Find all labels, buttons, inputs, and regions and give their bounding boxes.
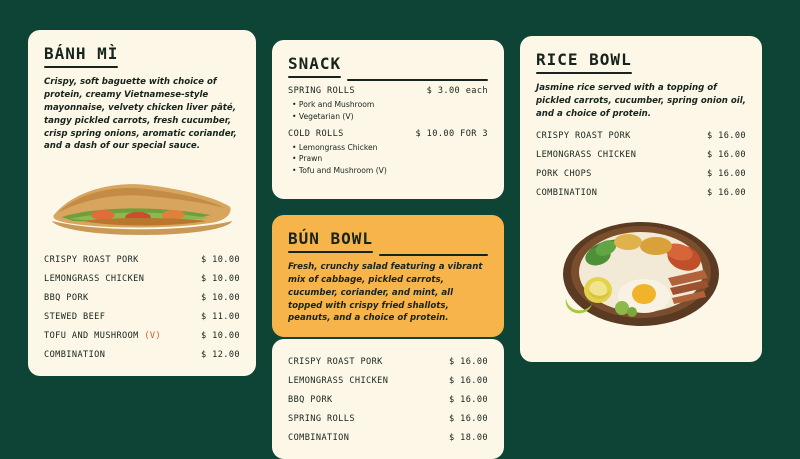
- menu-item: [44, 255, 240, 265]
- menu-item: [44, 350, 240, 360]
- menu-column-left: [28, 30, 256, 376]
- menu-item: [536, 188, 746, 198]
- bun-bowl-item-list: [288, 357, 488, 443]
- banh-mi-title-row: [44, 44, 240, 76]
- menu-item: [288, 395, 488, 405]
- title-underline: [288, 251, 373, 253]
- item-price: $ 10.00: [200, 331, 240, 342]
- menu-item: [536, 169, 746, 179]
- title-rule: [347, 79, 488, 81]
- title-rule: [379, 254, 488, 256]
- item-name: CRISPY ROAST PORK: [288, 357, 383, 368]
- menu-item: [44, 331, 240, 341]
- item-price: $ 16.00: [706, 149, 746, 160]
- item-name: SPRING ROLLS: [288, 414, 355, 425]
- item-price: $ 11.00: [200, 312, 240, 323]
- snack-title-row: [288, 54, 488, 86]
- snack-group-options: [292, 142, 488, 177]
- list-item: • Lemongrass Chicken: [292, 142, 488, 154]
- rice-bowl-photo-svg: [536, 212, 746, 332]
- rice-bowl-title-text: RICE BOWL: [536, 50, 632, 69]
- item-price: $ 16.00: [706, 187, 746, 198]
- menu-column-center: [272, 30, 504, 459]
- item-name: COMBINATION: [288, 433, 350, 444]
- section-card-banh-mi: [28, 30, 256, 376]
- bun-bowl-title-text: BÚN BOWL: [288, 228, 374, 248]
- menu-item: [288, 414, 488, 424]
- item-price: $ 10.00: [200, 274, 240, 285]
- section-card-bun-bowl-header: [272, 215, 504, 337]
- list-item: • Pork and Mushroom: [292, 99, 488, 111]
- snack-group-price: $ 10.00 FOR 3: [415, 128, 488, 139]
- snack-title: [288, 54, 341, 78]
- snack-group-name: COLD ROLLS: [288, 128, 344, 139]
- menu-item: [288, 376, 488, 386]
- list-item: • Vegetarian (V): [292, 111, 488, 123]
- banh-mi-description: Crispy, soft baguette with choice of protein, creamy Vietnamese-style mayonnaise, velvety chicken liver pâté, tangy pickled carrots, fresh cucumber, crisp spring onions, aromatic coriander, and a dash of our special sauce.: [44, 77, 237, 152]
- snack-group-options: [292, 99, 488, 123]
- item-price: $ 16.00: [706, 130, 746, 141]
- item-price: $ 10.00: [200, 255, 240, 266]
- bun-bowl-title-row: [288, 229, 488, 261]
- rice-bowl-title: [536, 50, 632, 74]
- item-price: $ 16.00: [448, 414, 488, 425]
- snack-group: [288, 86, 488, 123]
- banh-mi-title-text: BÁNH MÌ: [44, 44, 119, 63]
- item-name: LEMONGRASS CHICKEN: [44, 274, 145, 285]
- item-price: $ 16.00: [448, 357, 488, 368]
- item-price: $ 16.00: [448, 376, 488, 387]
- item-name: COMBINATION: [536, 187, 598, 198]
- banh-mi-item-list: [44, 255, 240, 360]
- list-item: • Tofu and Mushroom (V): [292, 165, 488, 177]
- section-card-rice-bowl: [520, 36, 762, 362]
- menu-item: [44, 312, 240, 322]
- item-name: LEMONGRASS CHICKEN: [536, 149, 637, 160]
- item-price: $ 12.00: [200, 350, 240, 361]
- item-name: CRISPY ROAST PORK: [536, 130, 631, 141]
- menu-item: [536, 131, 746, 141]
- section-card-snack: [272, 40, 504, 199]
- rice-bowl-title-row: [536, 50, 746, 82]
- item-name: TOFU AND MUSHROOM (V): [44, 331, 162, 342]
- title-underline: [288, 76, 341, 78]
- rice-bowl-description: Jasmine rice served with a topping of pickled carrots, cucumber, spring onion oil, and a choice of protein.: [536, 83, 746, 119]
- item-name: BBQ PORK: [288, 395, 333, 406]
- title-underline: [44, 66, 118, 68]
- item-price: $ 18.00: [448, 433, 488, 444]
- item-price: $ 16.00: [448, 395, 488, 406]
- veg-marker: (V): [144, 331, 162, 342]
- menu-item: [536, 150, 746, 160]
- snack-group: [288, 129, 488, 177]
- menu-item: [44, 274, 240, 284]
- snack-group-price: $ 3.00 each: [426, 86, 488, 96]
- item-name: PORK CHOPS: [536, 168, 592, 179]
- bun-bowl-description: Fresh, crunchy salad featuring a vibrant mix of cabbage, pickled carrots, cucumber, coriander, and mint, all topped with crispy fried shallots, peanuts, and a choice of protein.: [288, 261, 483, 324]
- snack-title-text: SNACK: [288, 54, 342, 73]
- banh-mi-photo-svg: [44, 163, 240, 241]
- list-item: • Prawn: [292, 153, 488, 165]
- menu-item: [288, 433, 488, 443]
- menu-item: [44, 293, 240, 303]
- rice-bowl-item-list: [536, 131, 746, 198]
- title-underline: [536, 72, 632, 74]
- item-name: CRISPY ROAST PORK: [44, 255, 139, 266]
- section-card-bun-bowl-items: [272, 339, 504, 459]
- bun-bowl-title: [288, 229, 373, 253]
- item-name: COMBINATION: [44, 350, 106, 361]
- menu-item: [288, 357, 488, 367]
- snack-group-name: SPRING ROLLS: [288, 86, 355, 96]
- snack-group-head: [288, 129, 488, 139]
- item-name: LEMONGRASS CHICKEN: [288, 376, 389, 387]
- item-price: $ 16.00: [706, 168, 746, 179]
- rice-bowl-photo: [536, 212, 746, 336]
- snack-group-head: [288, 86, 488, 96]
- banh-mi-title: [44, 44, 118, 68]
- item-name: BBQ PORK: [44, 293, 89, 304]
- item-name: STEWED BEEF: [44, 312, 106, 323]
- banh-mi-photo: [44, 163, 240, 245]
- menu-column-right: [520, 30, 762, 362]
- item-price: $ 10.00: [200, 293, 240, 304]
